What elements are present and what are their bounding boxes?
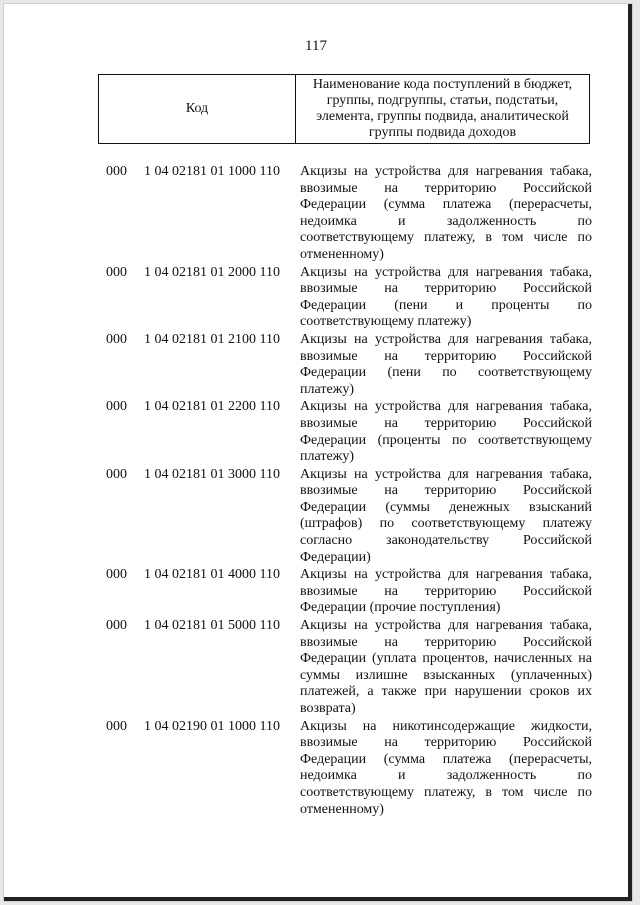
revenue-description: Акцизы на устройства для нагревания табака, ввозимые на территорию Российской Федерации (уплата процентов, начисленных на суммы излишне взысканных (уплаченных) платежей, а также при нарушении сроков их возврата) [300, 618, 592, 716]
table-row [98, 719, 598, 819]
revenue-description: Акцизы на устройства для нагревания табака, ввозимые на территорию Российской Федерации (пени и проценты по соответствующему платежу) [300, 264, 592, 330]
table-row [98, 399, 598, 465]
admin-code: 000 [106, 618, 127, 634]
table-row [98, 332, 598, 398]
table-row [98, 618, 598, 718]
admin-code: 000 [106, 264, 127, 280]
admin-code: 000 [106, 466, 127, 482]
page-number: 117 [305, 38, 327, 54]
header-code-column: Код [99, 75, 296, 143]
revenue-code: 1 04 02181 01 1000 110 [144, 164, 280, 179]
revenue-code: 1 04 02181 01 2100 110 [144, 331, 280, 347]
table-row [98, 467, 598, 567]
admin-code: 000 [106, 164, 127, 179]
revenue-description: Акцизы на устройства для нагревания табака, ввозимые на территорию Российской Федерации (пени по соответствующему платежу) [300, 331, 592, 397]
revenue-code: 1 04 02181 01 4000 110 [144, 567, 280, 583]
revenue-description: Акцизы на устройства для нагревания табака, ввозимые на территорию Российской Федерации (суммы денежных взысканий (штрафов) по соответствующему платежу согласно законодательству Российской Федерации) [300, 466, 592, 565]
table-header [98, 74, 590, 144]
admin-code: 000 [106, 718, 127, 734]
table-row [98, 567, 598, 617]
header-name-column: Наименование кода поступлений в бюджет, группы, подгруппы, статьи, подстатьи, элемента, группы подвида, аналитической группы подвида доходов [312, 77, 573, 140]
table-body [98, 164, 598, 819]
revenue-code: 1 04 02190 01 1000 110 [144, 718, 280, 734]
admin-code: 000 [106, 399, 127, 415]
table-row [98, 164, 598, 264]
admin-code: 000 [106, 567, 127, 583]
document-page [4, 4, 632, 901]
table-row [98, 265, 598, 331]
revenue-code: 1 04 02181 01 2200 110 [144, 399, 280, 415]
revenue-code: 1 04 02181 01 5000 110 [144, 618, 280, 634]
revenue-description: Акцизы на никотинсодержащие жидкости, ввозимые на территорию Российской Федерации (сумма платежа (перерасчеты, недоимка и задолженность по соответствующему платежу, в том числе по отмененному) [300, 718, 592, 817]
revenue-description: Акцизы на устройства для нагревания табака, ввозимые на территорию Российской Федерации (проценты по соответствующему платежу) [300, 399, 592, 465]
revenue-code: 1 04 02181 01 3000 110 [144, 466, 280, 482]
revenue-description: Акцизы на устройства для нагревания табака, ввозимые на территорию Российской Федерации (сумма платежа (перерасчеты, недоимка и задолженность по соответствующему платежу, в том числе по отмененному) [300, 164, 592, 262]
admin-code: 000 [106, 331, 127, 347]
revenue-code: 1 04 02181 01 2000 110 [144, 264, 280, 280]
revenue-description: Акцизы на устройства для нагревания табака, ввозимые на территорию Российской Федерации (прочие поступления) [300, 567, 592, 616]
